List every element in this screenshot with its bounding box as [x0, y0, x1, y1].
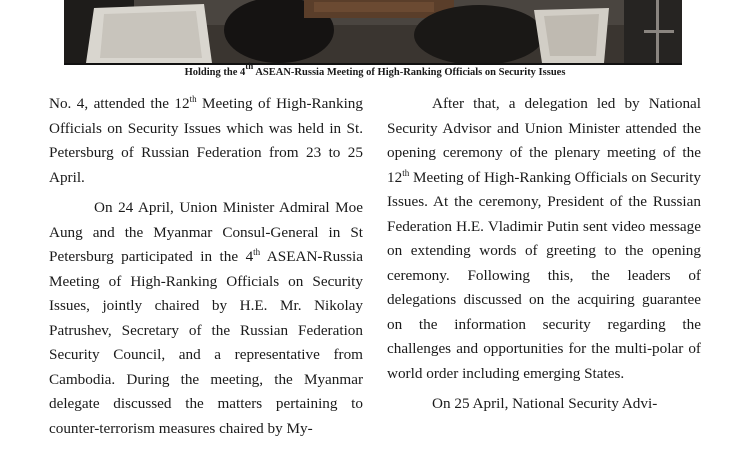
meeting-photo [64, 0, 682, 65]
right-p1-text-b: Meeting of High-Ranking Officials on Security Issues. At the ceremony, President of the Russian Federation H.E. Vladimir Putin sent video message on extending words of greeting to the opening ceremony. Following this, the leaders of delegations discussed on the acquiring guarantee on the information security regarding the challenges and opportunities for the multi-polar of world order including emerging States. [387, 168, 701, 382]
right-p2-text-a: On 25 April, National Security Advi- [432, 395, 658, 412]
left-p2-superscript: th [253, 247, 261, 257]
caption-text-end: ASEAN-Russia Meeting of High-Ranking Officials on Security Issues [253, 67, 566, 78]
right-paragraph-1 [387, 92, 701, 386]
left-paragraph-2 [49, 196, 363, 441]
left-p2-text-b: ASEAN-Russia Meeting of High-Ranking Officials on Security Issues, jointly chaired by H.E. Mr. Nikolay Patrushev, Secretary of the Russian Federation Security Council, and a representative from Cambodia. During the meeting, the Myanmar delegate discussed the matters pertaining to counter-terrorism measures chaired by My- [49, 248, 363, 437]
caption-text-start: Holding the 4 [184, 67, 246, 78]
right-p1-text-a: After that, a delegation led by National Security Advisor and Union Minister attended the opening ceremony of the plenary meeting of the 12 [387, 95, 701, 186]
left-p2-text-a: On 24 April, Union Minister Admiral Moe Aung and the Myanmar Consul-General in St Petersburg participated in the 4 [49, 199, 363, 265]
right-p1-superscript: th [402, 167, 410, 178]
caption-superscript: th [245, 61, 254, 71]
left-p1-superscript: th [189, 94, 197, 104]
right-column [387, 92, 701, 417]
meeting-photo-image [64, 0, 682, 63]
left-paragraph-1 [49, 92, 363, 190]
right-paragraph-2 [387, 392, 701, 417]
left-column [49, 92, 363, 441]
left-p1-text-b: Meeting of High-Ranking Officials on Security Issues which was held in St. Petersburg of Russian Federation from 23 to 25 April. [49, 95, 363, 186]
figure-caption [0, 61, 750, 79]
left-p1-text-a: No. 4, attended the 12 [49, 95, 190, 112]
